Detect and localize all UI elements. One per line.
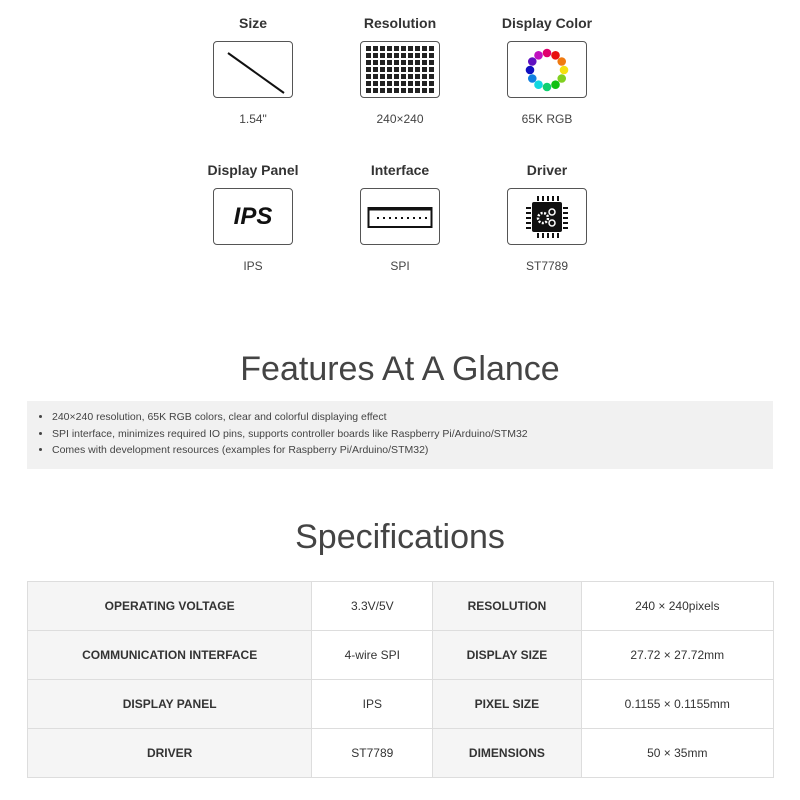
feature-value: IPS xyxy=(243,259,263,273)
pixel-grid-icon xyxy=(360,41,440,98)
spec-row xyxy=(28,680,774,729)
spec-row xyxy=(28,631,774,680)
feature-driver xyxy=(487,162,607,273)
feature-value: 240×240 xyxy=(376,112,424,126)
spec-value: ST7789 xyxy=(312,729,433,778)
spec-label: DISPLAY PANEL xyxy=(28,680,312,729)
ips-icon: IPS xyxy=(213,188,293,245)
spec-value: IPS xyxy=(312,680,433,729)
specifications-table xyxy=(27,581,774,778)
color-wheel-icon xyxy=(507,41,587,98)
spec-row xyxy=(28,582,774,631)
spec-label: RESOLUTION xyxy=(433,582,581,631)
feature-title: Display Panel xyxy=(207,162,299,178)
spec-label: COMMUNICATION INTERFACE xyxy=(28,631,312,680)
feature-title: Size xyxy=(238,15,267,31)
diagonal-size-icon xyxy=(213,41,293,98)
spec-value: 4-wire SPI xyxy=(312,631,433,680)
feature-title: Display Color xyxy=(501,15,593,31)
feature-item: • 240×240 resolution, 65K RGB colors, clear and colorful displaying effect xyxy=(52,409,773,426)
spec-value: 3.3V/5V xyxy=(312,582,433,631)
spec-value: 0.1155 × 0.1155mm xyxy=(581,680,773,729)
feature-value: SPI xyxy=(390,259,410,273)
chip-icon xyxy=(507,188,587,245)
feature-item: • SPI interface, minimizes required IO pins, supports controller boards like Raspberry Pi/Arduino/STM32 xyxy=(52,426,773,443)
features-list-box xyxy=(27,401,773,469)
feature-interface xyxy=(340,162,460,273)
spec-label: OPERATING VOLTAGE xyxy=(28,582,312,631)
feature-item: • Comes with development resources (examples for Raspberry Pi/Arduino/STM32) xyxy=(52,442,773,459)
spec-row xyxy=(28,729,774,778)
spec-label: PIXEL SIZE xyxy=(433,680,581,729)
feature-value: 1.54" xyxy=(239,112,267,126)
spec-label: DIMENSIONS xyxy=(433,729,581,778)
feature-title: Resolution xyxy=(363,15,437,31)
feature-display-color xyxy=(487,15,607,126)
spec-label: DISPLAY SIZE xyxy=(433,631,581,680)
connector-icon xyxy=(360,188,440,245)
feature-display-panel xyxy=(193,162,313,273)
spec-value: 240 × 240pixels xyxy=(581,582,773,631)
feature-value: ST7789 xyxy=(525,259,569,273)
feature-title: Driver xyxy=(526,162,568,178)
feature-value: 65K RGB xyxy=(521,112,573,126)
features-heading: Features At A Glance xyxy=(240,350,560,388)
specifications-heading: Specifications xyxy=(295,518,505,556)
feature-resolution xyxy=(340,15,460,126)
spec-label: DRIVER xyxy=(28,729,312,778)
spec-value: 50 × 35mm xyxy=(581,729,773,778)
feature-size xyxy=(193,15,313,126)
spec-value: 27.72 × 27.72mm xyxy=(581,631,773,680)
feature-title: Interface xyxy=(370,162,430,178)
